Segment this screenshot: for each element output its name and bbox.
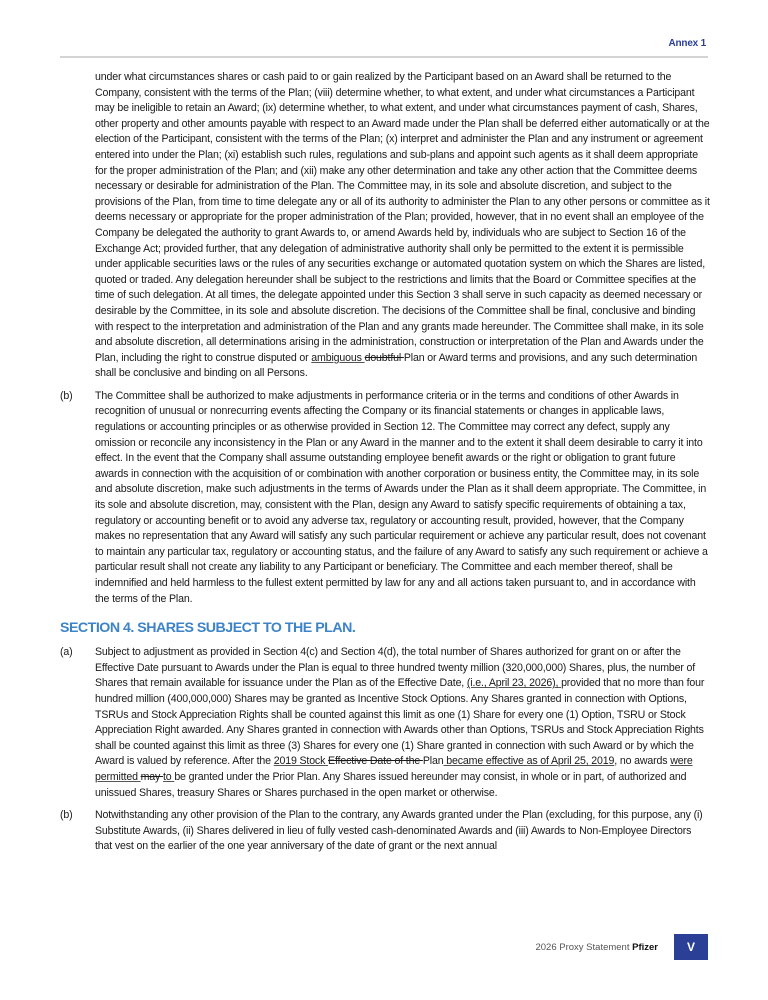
item-text: The Committee shall be authorized to make adjustments in performance criteria or in the terms and conditions of other Awards in recognition of unusual or nonrecurring events affecting the Company or its financial statements or changes in applicable laws, regulations or accounting principles or as otherwise provided in Section 12. The Committee may correct any defect, supply any omission or reconcile any inconsistency in the Plan or any Award in the manner and to the extent it shall deem desirable to carry it into effect. In the event that the Company shall assume outstanding employee benefit awards or the right or obligation to grant future awards in connection with the acquisition of or combination with another corporation or business entity, the Committee may, in its sole and absolute discretion, make such adjustments in the terms of Awards under the Plan as it shall deem appropriate. The Committee, in its sole and absolute discretion, may, consistent with the Plan, design any Award to satisfy specific requirements of obtaining a tax, regulatory or accounting benefit or to avoid any adverse tax, regulatory or accounting result, provided, however, that the Company makes no representation that any Award will satisfy any such particular requirement or achieve any particular result, does not covenant to maintain any particular tax, regulatory or accounting status, and the failure of any Award to satisfy any such requirement or achieve a particular result shall not create any liability to any Participant or beneficiary. The Committee and each member thereof, shall be indemnified and held harmless to the fullest extent permitted by law for any and all actions taken pursuant to, and in accordance with the terms of the Plan. <box>95 389 708 605</box>
text-segment: Plan <box>422 755 444 768</box>
inserted-text: to <box>162 770 175 783</box>
text-segment: Plan or Award terms and provisions, and any such determination shall be conclusive and binding on all Persons. <box>95 351 698 380</box>
text-segment: provided that no more than four hundred million (400,000,000) Shares may be granted as Incentive Stock Options. Any Shares granted in connection with Options, TSRUs and Stock Appreciation Rights shall be counted against this limit as one (1) Share for every one (1) Option, TSRU or Stock Appreciation Right awarded. Any Shares granted in connection with Awards other than Options, TSRUs and Stock Appreciation Rights shall be counted against this limit as three (3) Shares for every one (1) Share granted in connection with such Award or by which the Award is valued by reference. After the <box>95 677 705 768</box>
item-text <box>95 645 710 801</box>
inserted-text: became effective as of April 25, 2019 <box>443 755 615 768</box>
section4-item-b <box>60 808 710 855</box>
item-label: (a) <box>60 646 73 659</box>
annex-label: Annex 1 <box>668 38 706 49</box>
brand-name: Pfizer <box>632 941 658 953</box>
item-label: (b) <box>60 809 73 822</box>
deleted-text: doubtful <box>364 351 404 364</box>
inserted-text: were permitted <box>95 755 693 783</box>
text-segment: under what circumstances shares or cash paid to or gain realized by the Participant based on an Award shall be returned to the Company, consistent with the terms of the Plan; (viii) determine whether, to what extent, and under what circumstances a Participant may be ineligible to retain an Award; (ix) determine whether, to what extent, and under what circumstances payment of cash, Shares, other property and other amounts payable with respect to an Award made under the Plan shall be deferred either automatically or at the election of the Participant, consistent with the terms of the Plan; (x) interpret and administer the Plan and any instrument or agreement entered into under the Plan; (xi) establish such rules, regulations and sub-plans and appoint such agents as it shall deem appropriate for the proper administration of the Plan; and (xii) make any other determination and take any other action that the Committee deems necessary or desirable for administration of the Plan. The Committee may, in its sole and absolute discretion, and subject to the provisions of the Plan, from time to time delegate any or all of its authority to administer the Plan to any other persons or committee as it deems necessary or appropriate for the proper administration of the Plan; provided, however, that in no event shall an employee of the Company be delegated the authority to grant Awards to, or amend Awards held by, individuals who are subject to Section 16 of the Exchange Act; provided further, that any delegation of administrative authority shall only be permitted to the extent it is permissible under applicable securities laws or the rules of any securities exchange or automated quotation system on which the Shares are listed, quoted or traded. Any delegation hereunder shall be subject to the restrictions and limits that the Board or Committee specifies at the time of such delegation. At all times, the delegate appointed under this Section 3 shall serve in such capacity as deemed necessary or desirable by the Committee, in its sole and absolute discretion. The decisions of the Committee shall be final, conclusive and binding with respect to the interpretation and administration of the Plan and any grants made hereunder. The Committee shall make, in its sole and absolute discretion, all determinations arising in the administration, construction or interpretation of the Plan and Awards under the Plan, including the right to construe disputed or <box>95 71 710 364</box>
item-label: (b) <box>60 389 73 402</box>
page-footer <box>535 934 708 960</box>
page-number: V <box>674 934 708 960</box>
item-text: Notwithstanding any other provision of the Plan to the contrary, any Awards granted under the Plan (excluding, for this purpose, any (i) Substitute Awards, (ii) Shares delivered in lieu of fully vested cash-denominated Awards and (iii) Awards to Non-Employee Directors that vest on the earlier of the one year anniversary of the date of grant or the next annual <box>95 809 703 853</box>
section3-continuation <box>60 70 710 382</box>
deleted-text: Effective Date of the <box>328 755 423 768</box>
inserted-text: 2019 Stock <box>273 755 329 768</box>
header-divider <box>60 56 708 58</box>
document-body <box>60 70 710 862</box>
inserted-text: (i.e., April 23, 2026), <box>466 677 562 690</box>
text-segment: , no awards <box>614 755 671 768</box>
text-segment: be granted under the Prior Plan. Any Shares issued hereunder may consist, in whole or in part, of authorized and unissued Shares, treasury Shares or Shares purchased in the open market or otherwise. <box>95 770 687 799</box>
deleted-text: may <box>140 770 163 783</box>
text-segment: Subject to adjustment as provided in Section 4(c) and Section 4(d), the total number of Shares authorized for grant on or after the Effective Date pursuant to Awards under the Plan is equal to three hundred twenty million (320,000,000) Shares, plus, the number of Shares that remain available for issuance under the Plan as of the Effective Date, <box>95 646 696 690</box>
section3-item-b <box>60 389 710 607</box>
section-heading: SECTION 4. SHARES SUBJECT TO THE PLAN. <box>60 620 356 637</box>
publication-title: 2026 Proxy Statement <box>535 941 633 953</box>
section4-item-a <box>60 645 710 801</box>
continuation-text <box>95 70 710 382</box>
footer-publication <box>535 942 658 953</box>
inserted-text: ambiguous <box>311 351 365 364</box>
